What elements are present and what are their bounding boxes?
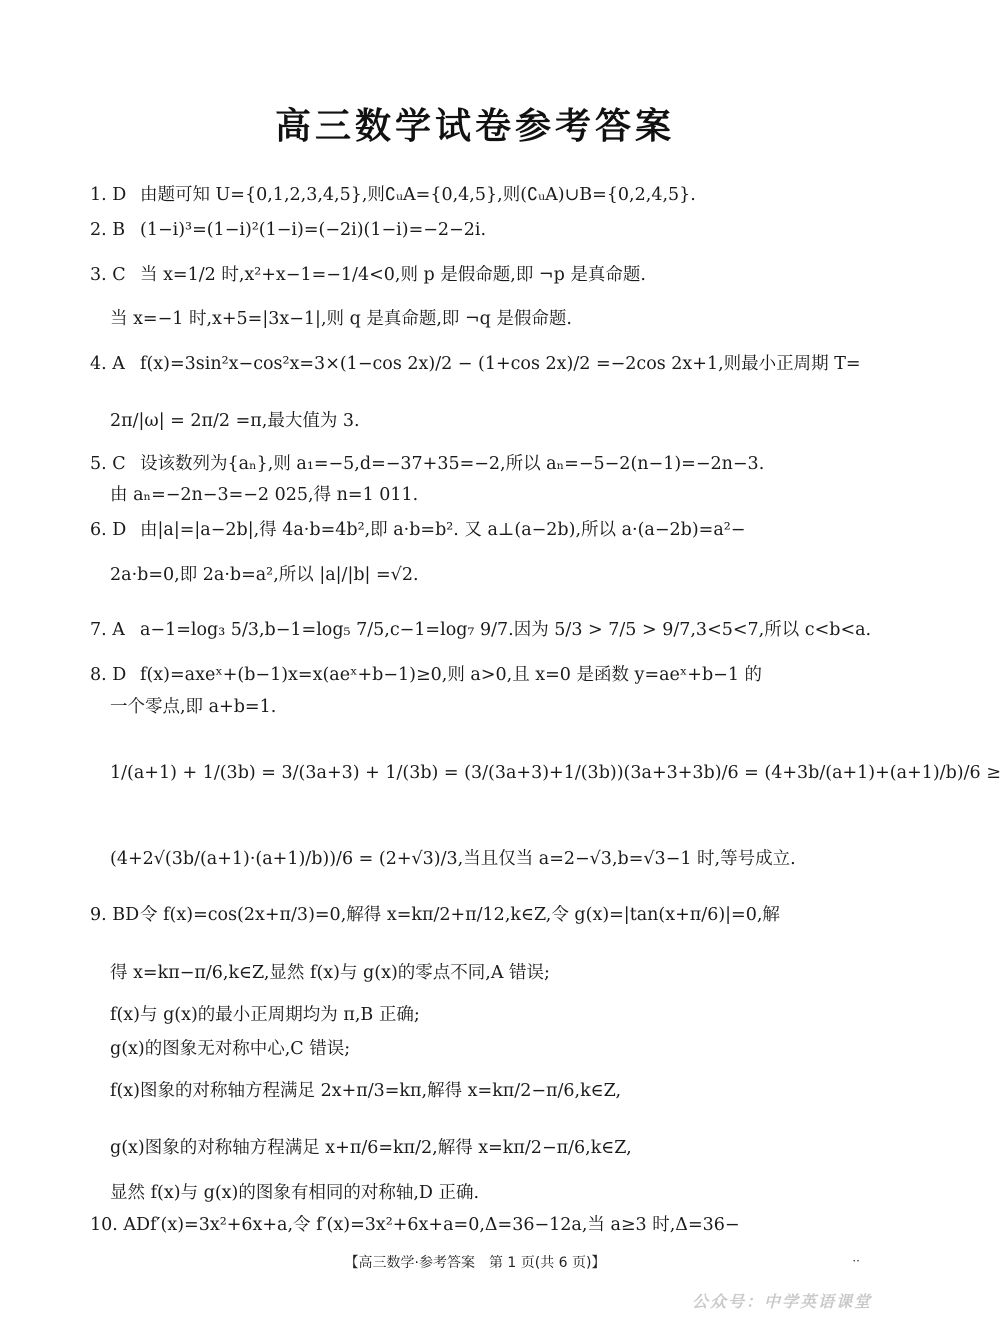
answer-line (90, 184, 865, 207)
answer-line (110, 1004, 865, 1027)
answer-line (90, 219, 865, 242)
answer-text: g(x)图象的对称轴方程满足 x+π/6=kπ/2,解得 x=kπ/2−π/6,k∈Z, (110, 1138, 632, 1158)
answer-text: 2a·b=0,即 2a·b=a²,所以 |a|/|b| =√2. (110, 565, 419, 585)
answer-line (90, 519, 865, 542)
answer-line (110, 1038, 865, 1061)
answer-number: 5. C (90, 454, 126, 474)
answer-text: g(x)的图象无对称中心,C 错误; (110, 1039, 351, 1059)
answer-text: a−1=log₃ 5/3,b−1=log₅ 7/5,c−1=log₇ 9/7.因为 5/3 > 7/5 > 9/7,3<5<7,所以 c<b<a. (140, 620, 872, 640)
answer-line (110, 564, 865, 587)
answer-text: f′(x)=3x²+6x+a,令 f′(x)=3x²+6x+a=0,Δ=36−12a,当 a≥3 时,Δ=36− (150, 1215, 740, 1235)
answer-text: 1/(a+1) + 1/(3b) = 3/(3a+3) + 1/(3b) = (3/(3a+3)+1/(3b))(3a+3+3b)/6 = (4+3b/(a+1)+(a+1)/b)/6 ≥ (110, 763, 1001, 783)
answer-line (110, 410, 865, 433)
answer-line (110, 484, 865, 507)
answer-line (110, 962, 865, 985)
answer-line (110, 696, 865, 719)
answer-text: (1−i)³=(1−i)²(1−i)=(−2i)(1−i)=−2−2i. (140, 220, 487, 240)
answer-number: 3. C (90, 265, 126, 285)
answer-number: 10. AD (90, 1215, 151, 1235)
answer-text: 得 x=kπ−π/6,k∈Z,显然 f(x)与 g(x)的零点不同,A 错误; (110, 963, 550, 983)
page-footer: 【高三数学·参考答案 第 1 页(共 6 页)】 (344, 1255, 606, 1271)
answer-text: 由 aₙ=−2n−3=−2 025,得 n=1 011. (110, 485, 419, 505)
answer-text: f(x)图象的对称轴方程满足 2x+π/3=kπ,解得 x=kπ/2−π/6,k∈Z, (110, 1081, 622, 1101)
answer-text: 设该数列为{aₙ},则 a₁=−5,d=−37+35=−2,所以 aₙ=−5−2(n−1)=−2n−3. (140, 454, 765, 474)
answer-line (110, 1137, 865, 1160)
watermark: 公众号：中学英语课堂 (691, 1292, 872, 1311)
answer-text: f(x)=3sin²x−cos²x=3×(1−cos 2x)/2 − (1+cos 2x)/2 =−2cos 2x+1,则最小正周期 T= (140, 354, 861, 374)
answer-text: 显然 f(x)与 g(x)的图象有相同的对称轴,D 正确. (110, 1183, 480, 1203)
answer-number: 9. BD (90, 905, 140, 925)
answer-text: (4+2√(3b/(a+1)·(a+1)/b))/6 = (2+√3)/3,当且仅当 a=2−√3,b=√3−1 时,等号成立. (110, 849, 796, 869)
page-title: 高三数学试卷参考答案 (274, 106, 675, 147)
answer-line (90, 664, 865, 687)
answer-text: 令 f(x)=cos(2x+π/3)=0,解得 x=kπ/2+π/12,k∈Z,令 g(x)=|tan(x+π/6)|=0,解 (140, 905, 780, 925)
answer-number: 7. A (90, 620, 125, 640)
answer-text: 当 x=1/2 时,x²+x−1=−1/4<0,则 p 是假命题,即 ¬p 是真命题. (140, 265, 646, 285)
answer-text: 2π/|ω| = 2π/2 =π,最大值为 3. (110, 411, 360, 431)
answer-line (110, 762, 1001, 785)
answer-number: 6. D (90, 520, 127, 540)
answer-line (90, 353, 865, 376)
answer-number: 2. B (90, 220, 126, 240)
answer-line (110, 1080, 865, 1103)
answer-line (90, 453, 865, 476)
answer-text: 由题可知 U={0,1,2,3,4,5},则∁ᵤA={0,4,5},则(∁ᵤA)∪B={0,2,4,5}. (140, 185, 696, 205)
answer-number: 4. A (90, 354, 125, 374)
answer-number: 1. D (90, 185, 127, 205)
corner-mark: ·· (852, 1254, 860, 1268)
answer-line (90, 1214, 865, 1237)
answer-line (90, 264, 865, 287)
answer-text: 由|a|=|a−2b|,得 4a·b=4b²,即 a·b=b². 又 a⊥(a−2b),所以 a·(a−2b)=a²− (140, 520, 746, 540)
answer-number: 8. D (90, 665, 127, 685)
answer-text: f(x)与 g(x)的最小正周期均为 π,B 正确; (110, 1005, 420, 1025)
answer-text: 一个零点,即 a+b=1. (110, 697, 277, 717)
answer-line (110, 848, 865, 871)
answer-text: 当 x=−1 时,x+5=|3x−1|,则 q 是真命题,即 ¬q 是假命题. (110, 309, 572, 329)
answer-line (90, 904, 865, 927)
answer-line (90, 619, 872, 642)
answer-text: f(x)=axeˣ+(b−1)x=x(aeˣ+b−1)≥0,则 a>0,且 x=0 是函数 y=aeˣ+b−1 的 (140, 665, 763, 685)
answer-line (110, 1182, 865, 1205)
answer-line (110, 308, 865, 331)
